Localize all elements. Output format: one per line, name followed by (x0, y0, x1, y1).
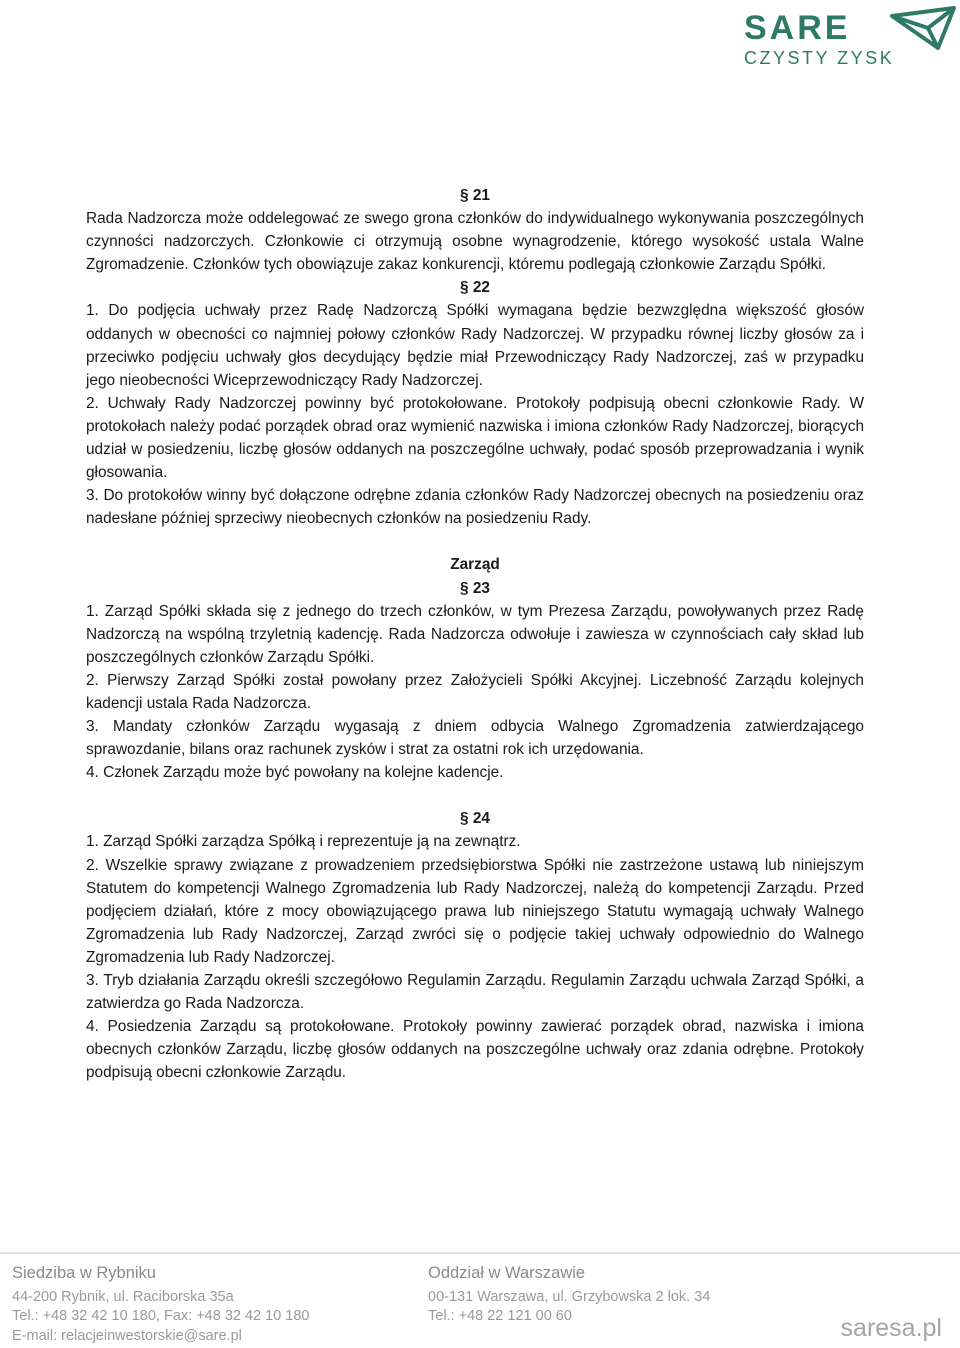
footer-title: Siedziba w Rybniku (12, 1264, 156, 1282)
section-heading: § 21 (460, 187, 490, 204)
paragraph: 3. Do protokołów winny być dołączone odrębne zdania członków Rady Nadzorczej obecnych na posiedzeniu oraz nadesłane później sprzeciwy nieobecnych członków na posiedzeniu Rady. (86, 487, 864, 528)
footer-phone: Tel.: +48 22 121 00 60 (428, 1308, 572, 1324)
footer-address: 00-131 Warszawa, ul. Grzybowska 2 lok. 34 (428, 1288, 711, 1305)
section-22 (86, 276, 864, 530)
footer-phone: Tel.: +48 32 42 10 180, Fax: +48 32 42 10 180 (12, 1308, 310, 1324)
logo-brand: SARE (744, 9, 851, 47)
envelope-icon (892, 8, 954, 48)
footer-headquarters (12, 1264, 309, 1346)
section-24 (86, 807, 864, 1084)
document-body (86, 184, 864, 1084)
section-23 (86, 553, 864, 784)
paragraph: 1. Zarząd Spółki zarządza Spółką i reprezentuje ją na zewnątrz. (86, 833, 521, 851)
website-link[interactable]: saresa.pl (840, 1314, 942, 1342)
section-heading: § 24 (460, 810, 490, 828)
paragraph: 4. Posiedzenia Zarządu są protokołowane. Protokoły powinny zawierać porządek obrad, nazwiska i imiona obecnych członków Zarządu, liczbę głosów oddanych na poszczególne uchwały oraz zdania odrębne. Protokoły podpisują obecni członkowie Zarządu. (86, 1018, 864, 1082)
chapter-title: Zarząd (450, 556, 500, 574)
footer-address: 44-200 Rybnik, ul. Raciborska 35a (12, 1288, 234, 1305)
paragraph: 3. Tryb działania Zarządu określi szczegółowo Regulamin Zarządu. Regulamin Zarządu uchwala Zarząd Spółki, a zatwierdza go Rada Nadzorcza. (86, 972, 864, 1013)
section-heading: § 23 (460, 579, 490, 597)
paragraph: 1. Zarząd Spółki składa się z jednego do trzech członków, w tym Prezesa Zarządu, powoływanych przez Radę Nadzorczą na wspólną trzyletnią kadencję. Rada Nadzorcza odwołuje i zawiesza w czynnościach cały skład lub poszczególnych członków Zarządu Spółki. (86, 602, 864, 666)
section-21 (86, 184, 864, 276)
paragraph: 3. Mandaty członków Zarządu wygasają z dniem odbycia Walnego Zgromadzenia zatwierdzającego sprawozdanie, bilans oraz rachunek zysków i strat za ostatni rok ich urzędowania. (86, 718, 864, 759)
footer-divider (0, 1252, 960, 1254)
paragraph: 1. Do podjęcia uchwały przez Radę Nadzorczą Spółki wymagana będzie bezwzględna większość głosów oddanych w obecności co najmniej połowy członków Rady Nadzorczej. W przypadku równej liczby głosów za i przeciwko podjęciu uchwały głos decydujący będzie miał Przewodniczący Rady Nadzorczej, zaś w przypadku jego nieobecności Wiceprzewodniczący Rady Nadzorczej. (86, 302, 864, 389)
footer-email[interactable]: E-mail: relacjeinwestorskie@sare.pl (12, 1327, 242, 1344)
logo-tagline: CZYSTY ZYSK (744, 48, 895, 68)
sare-logo (742, 6, 956, 68)
section-heading: § 22 (460, 279, 490, 297)
paragraph: 4. Członek Zarządu może być powołany na kolejne kadencje. (86, 764, 504, 782)
footer-title: Oddział w Warszawie (428, 1264, 586, 1282)
paragraph: Rada Nadzorcza może oddelegować ze swego grona członków do indywidualnego wykonywania poszczególnych czynności nadzorczych. Członkowie ci otrzymują osobne wynagrodzenie, którego wysokość ustala Walne Zgromadzenie. Członków tych obowiązuje zakaz konkurencji, któremu podlegają członkowie Zarządu Spółki. (86, 210, 864, 274)
paragraph: 2. Uchwały Rady Nadzorczej powinny być protokołowane. Protokoły podpisują obecni członkowie Rady. W protokołach należy podać porządek obrad oraz wymienić nazwiska i imiona członków Rady Nadzorczej, biorących udział w posiedzeniu, liczbę głosów oddanych na poszczególne uchwały, podać sposób przeprowadzania i wynik głosowania. (86, 394, 864, 482)
paragraph: 2. Pierwszy Zarząd Spółki został powołany przez Założycieli Spółki Akcyjnej. Liczebność Zarządu kolejnych kadencji ustala Rada Nadzorcza. (86, 671, 864, 712)
paragraph: 2. Wszelkie sprawy związane z prowadzeniem przedsiębiorstwa Spółki nie zastrzeżone ustawą lub niniejszym Statutem do kompetencji Walnego Zgromadzenia lub Rady Nadzorczej, należą do kompetencji Zarządu. Przed podjęciem działań, które z mocy obowiązującego prawa lub niniejszego Statutu wymagają uchwały Walnego Zgromadzenia lub Rady Nadzorczej, Zarząd zwróci się o podjęcie takiej uchwały odpowiednio do Walnego Zgromadzenia lub Rady Nadzorczej. (86, 856, 864, 966)
footer-branch (428, 1264, 710, 1327)
